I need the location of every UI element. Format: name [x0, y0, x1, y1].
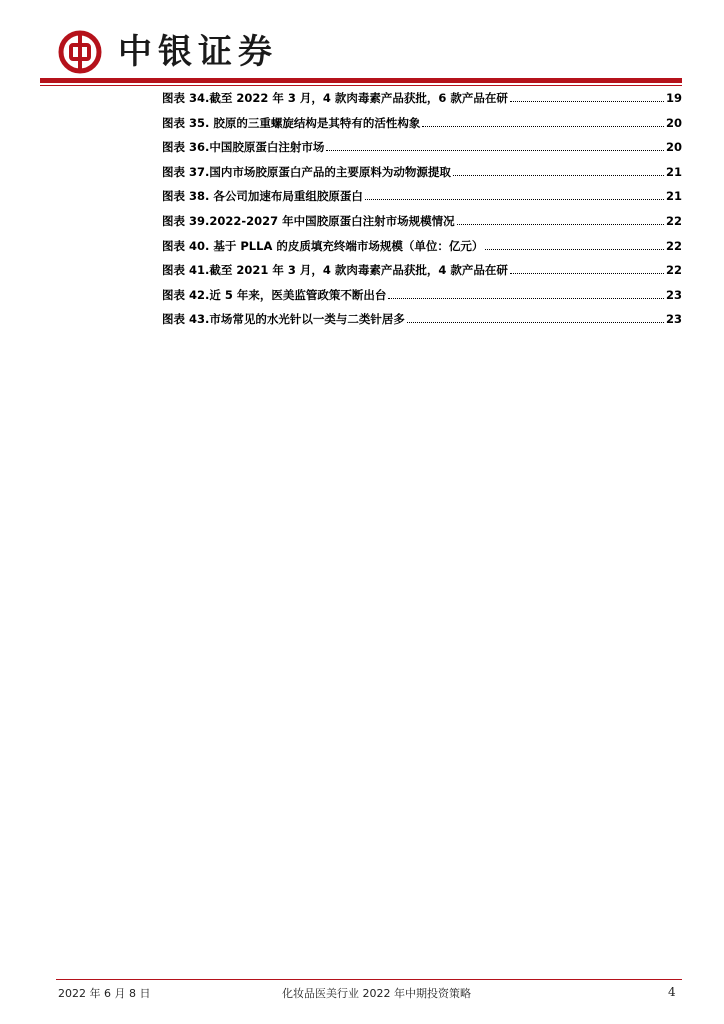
- toc-leader-dots: [388, 298, 664, 299]
- toc-entry[interactable]: [162, 238, 682, 263]
- toc-leader-dots: [510, 273, 664, 274]
- toc-entry-page: 23: [665, 287, 682, 302]
- toc-leader-dots: [485, 249, 664, 250]
- header-rule: [40, 78, 682, 83]
- toc-entry-label: 图表 43.市场常见的水光针以一类与二类针居多: [162, 312, 405, 327]
- bank-of-china-logo-icon: [58, 30, 102, 74]
- toc-leader-dots: [422, 126, 664, 127]
- toc-entry-page: 19: [665, 91, 682, 105]
- toc-entry-label: 图表 42.近 5 年来，医美监管政策不断出台: [162, 287, 387, 302]
- toc-entry-label: 图表 34.截至 2022 年 3 月，4 款肉毒素产品获批，6 款产品在研: [162, 91, 508, 105]
- toc-entry-page: 21: [665, 189, 682, 204]
- toc-entry-label: 图表 37.国内市场胶原蛋白产品的主要原料为动物源提取: [162, 164, 451, 179]
- footer-title: 化妆品医美行业 2022 年中期投资策略: [282, 987, 471, 1000]
- toc-entry-label: 图表 36.中国胶原蛋白注射市场: [162, 140, 325, 155]
- toc-entry[interactable]: [162, 90, 682, 115]
- toc-entry[interactable]: [162, 115, 682, 140]
- toc-entry-label: 图表 35. 胶原的三重螺旋结构是其特有的活性构象: [162, 115, 421, 130]
- footer-date: 2022 年 6 月 8 日: [58, 987, 151, 1000]
- table-of-figures: [162, 90, 682, 336]
- header-rule-thin: [40, 85, 682, 86]
- toc-entry[interactable]: [162, 213, 682, 238]
- toc-entry-page: 20: [665, 115, 682, 130]
- toc-entry[interactable]: [162, 262, 682, 287]
- toc-entry-label: 图表 41.截至 2021 年 3 月，4 款肉毒素产品获批，4 款产品在研: [162, 263, 508, 278]
- toc-leader-dots: [365, 199, 664, 200]
- toc-entry-page: 22: [665, 263, 682, 278]
- toc-entry-label: 图表 39.2022-2027 年中国胶原蛋白注射市场规模情况: [162, 213, 455, 228]
- toc-entry-page: 21: [665, 164, 682, 179]
- toc-entry[interactable]: [162, 164, 682, 189]
- toc-entry-label: 图表 38. 各公司加速布局重组胶原蛋白: [162, 189, 363, 204]
- toc-entry[interactable]: [162, 139, 682, 164]
- toc-entry[interactable]: [162, 188, 682, 213]
- toc-entry[interactable]: [162, 287, 682, 312]
- company-name: 中银证券: [118, 32, 278, 72]
- toc-entry-page: 22: [665, 238, 682, 253]
- toc-leader-dots: [457, 224, 664, 225]
- toc-entry-page: 20: [665, 140, 682, 155]
- toc-leader-dots: [407, 322, 664, 323]
- toc-leader-dots: [453, 175, 664, 176]
- toc-leader-dots: [326, 150, 664, 151]
- toc-entry-page: 22: [665, 213, 682, 228]
- toc-entry[interactable]: [162, 311, 682, 336]
- page-header: [40, 22, 682, 84]
- toc-leader-dots: [510, 101, 664, 102]
- toc-entry-page: 23: [665, 312, 682, 327]
- toc-entry-label: 图表 40. 基于 PLLA 的皮质填充终端市场规模（单位：亿元）: [162, 238, 484, 253]
- page-number: 4: [668, 985, 676, 999]
- footer-rule: [56, 979, 682, 980]
